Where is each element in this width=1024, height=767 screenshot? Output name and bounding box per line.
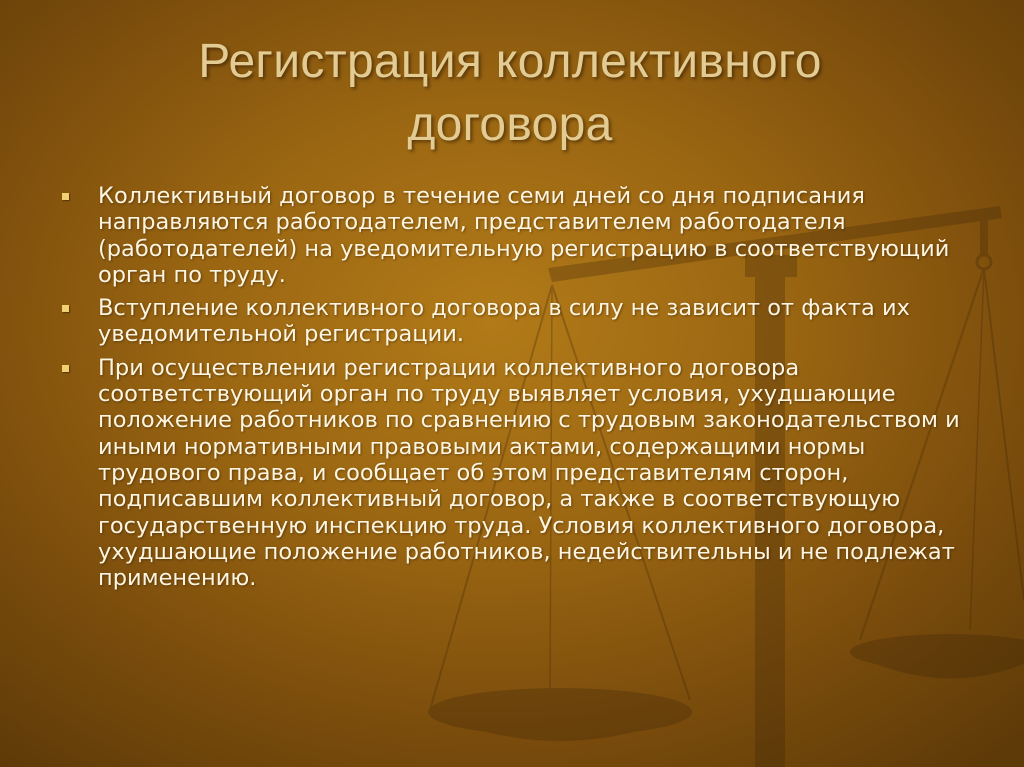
bullet-square-icon [62, 193, 69, 200]
bullet-square-icon [62, 305, 69, 312]
bullet-square-icon [62, 365, 69, 372]
list-item [58, 183, 964, 288]
list-item-text: При осуществлении регистрации коллективного договора соответствующий орган по труду выявляет условия, ухудшающие положение работников по сравнению с трудовым законодательством и иными нормативными правовыми актами, содержащими нормы трудового права, и сообщает об этом представителям сторон, подписавшим коллективный договор, а также в соответствующую государственную инспекцию труда. Условия коллективного договора, ухудшающие положение работников, недействительны и не подлежат применению. [98, 354, 960, 592]
slide-title-line-1: Регистрация коллективного [198, 35, 822, 88]
list-item [58, 355, 964, 592]
list-item [58, 295, 964, 348]
slide-title [60, 30, 960, 156]
slide-title-line-2: договора [407, 98, 613, 151]
bullet-list [58, 183, 964, 598]
list-item-text: Вступление коллективного договора в силу не зависит от факта их уведомительной регистрации. [98, 295, 910, 348]
list-item-text: Коллективный договор в течение семи дней со дня подписания направляются работодателем, представителем работодателя (работодателей) на уведомительную регистрацию в соответствующий орган по труду. [98, 183, 950, 288]
